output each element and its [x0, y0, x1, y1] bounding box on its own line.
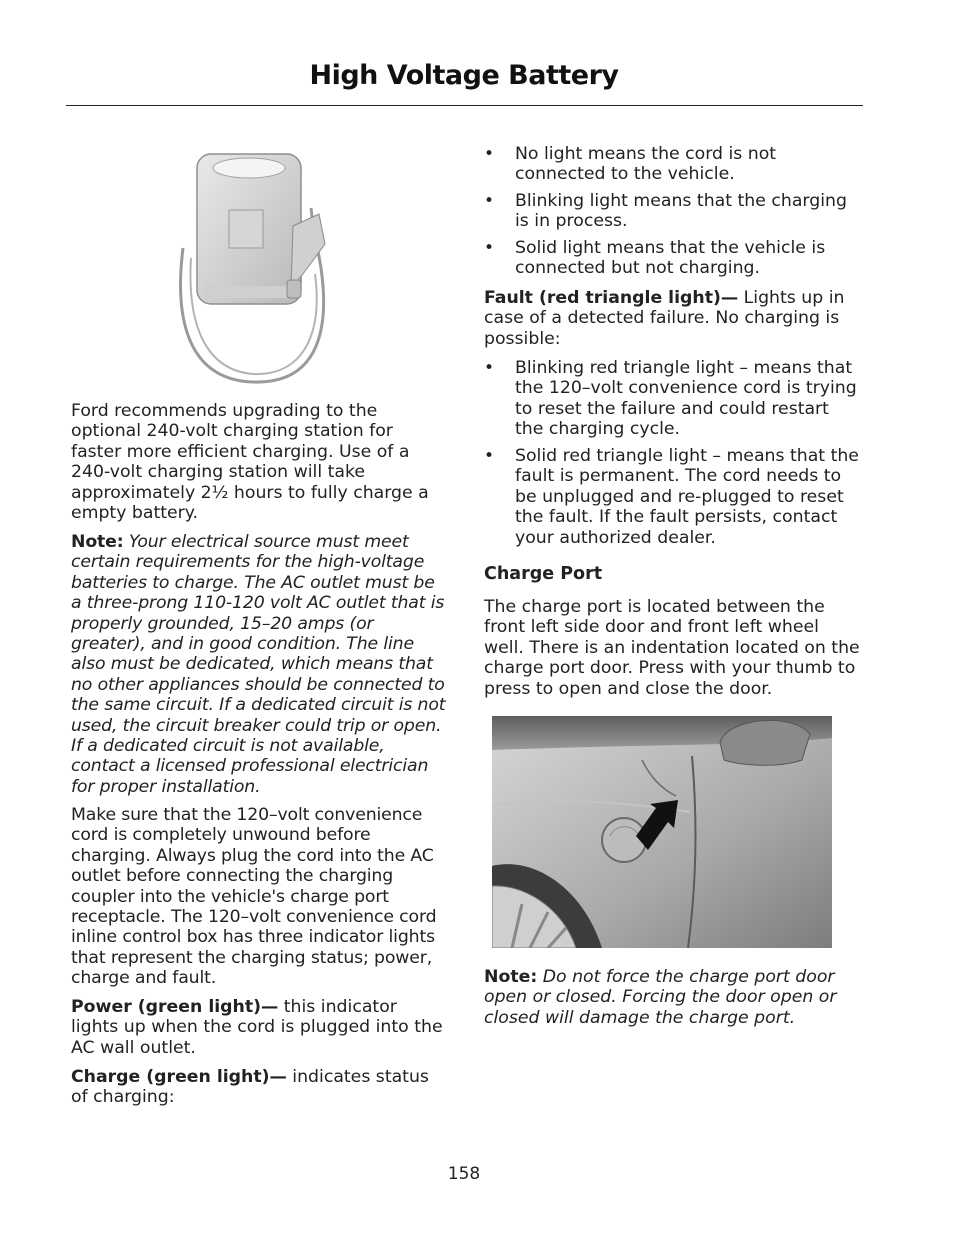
page-number: 158 — [447, 1164, 481, 1184]
power-source-note — [71, 532, 447, 797]
note-label: Note: — [484, 967, 538, 987]
list-item-text: Solid red triangle light – means that the fault is permanent. The cord needs to be unplugged and re-plugged to reset the fault. If the fault persists, contact your authorized dealer. — [515, 446, 859, 548]
list-item-text: Solid light means that the vehicle is connected but not charging. — [515, 238, 826, 279]
charge-light-text: indicates status of charging: — [71, 1067, 429, 1108]
note-text: Your electrical source must meet certain requirements for the high-voltage batteries to charge. The AC outlet must be a three-prong 110-120 volt AC outlet that is properly grounded, 15–20 amps (or greater), and in good condition. The line also must be dedicated, which means that no other appliances should be connected to the same circuit. If a dedicated circuit is not used, the circuit breaker could trip or open. If a dedicated circuit is not available, contact a licensed professional electrician for proper installation. — [71, 532, 446, 797]
intro-paragraph: Ford recommends upgrading to the optional 240-volt charging station for faster more efficient charging. Use of a 240-volt charging station will take approximately 2½ hours to fully charge a empty battery. — [71, 401, 429, 524]
list-item-text: Blinking red triangle light – means that the 120–volt convenience cord is trying to reset the failure and could restart the charging cycle. — [515, 358, 857, 440]
charging-station-illustration — [173, 148, 343, 388]
charge-port-illustration — [492, 716, 832, 948]
list-item-text: Blinking light means that the charging is in process. — [515, 191, 847, 232]
list-item-text: No light means the cord is not connected to the vehicle. — [515, 144, 777, 185]
fault-light-text: Lights up in case of a detected failure. No charging is possible: — [484, 288, 845, 349]
note-text: Do not force the charge port door open or closed. Forcing the door open or closed will damage the charge port. — [484, 967, 837, 1028]
charge-light-label: Charge (green light)— — [71, 1067, 287, 1087]
power-light-paragraph — [71, 997, 447, 1058]
page-title: High Voltage Battery — [309, 60, 619, 91]
power-light-label: Power (green light)— — [71, 997, 279, 1017]
charge-port-note — [484, 967, 860, 1028]
title-divider — [66, 105, 863, 106]
bullet-icon: • — [484, 144, 495, 164]
bullet-icon: • — [484, 191, 495, 211]
power-light-text: this indicator lights up when the cord is plugged into the AC wall outlet. — [71, 997, 443, 1058]
charge-port-paragraph: The charge port is located between the front left side door and front left wheel well. There is an indentation located on the charge port door. Press with your thumb to press to open and close the door. — [484, 597, 860, 699]
fault-light-paragraph — [484, 288, 860, 349]
note-label: Note: — [71, 532, 124, 552]
bullet-icon: • — [484, 238, 495, 258]
fault-light-label: Fault (red triangle light)— — [484, 288, 739, 308]
charge-port-heading: Charge Port — [484, 564, 603, 584]
bullet-icon: • — [484, 446, 495, 466]
bullet-icon: • — [484, 358, 495, 378]
cord-paragraph: Make sure that the 120–volt convenience cord is completely unwound before charging. Always plug the cord into the AC outlet before connecting the charging coupler into the vehicle's charge port receptacle. The 120–volt convenience cord inline control box has three indicator lights that represent the charging status; power, charge and fault. — [71, 805, 437, 989]
charge-light-paragraph — [71, 1067, 447, 1108]
